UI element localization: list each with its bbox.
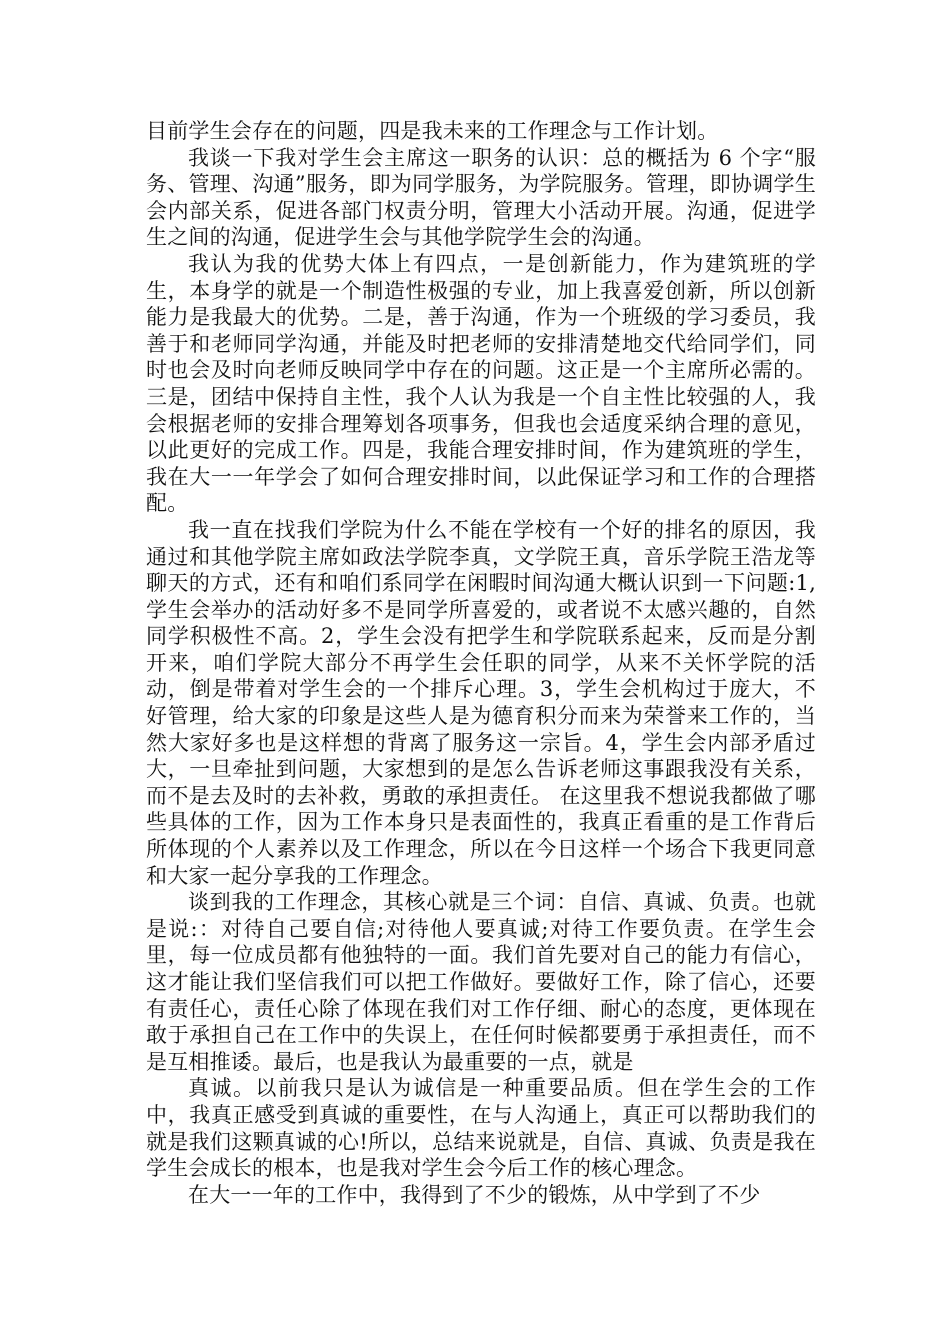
paragraph-7: 在大一一年的工作中，我得到了不少的锻炼，从中学到了不少 (188, 1182, 761, 1207)
paragraph-4: 我一直在找我们学院为什么不能在学校有一个好的排名的原因，我通过和其他学院主席如政法学院李真，文学院王真，音乐学院王浩龙等聊天的方式，还有和咱们系同学在闲暇时间沟通大概认识到一下问题:1,学生会举办的活动好多不是同学所喜爱的，或者说不太感兴趣的，自然同学积极性不高。2，学生会没有把学生和学院联系起来，反而是分割开来，咱们学院大部分不再学生会任职的同学，从来不关怀学院的活动，倒是带着对学生会的一个排斥心理。3，学生会机构过于庞大，不好管理，给大家的印象是这些人是为德育积分而来为荣誉来工作的，当然大家好多也是这样想的背离了服务这一宗旨。4，学生会内部矛盾过大，一旦牵扯到问题，大家想到的是怎么告诉老师这事跟我没有关系，而不是去及时的去补救，勇敢的承担责任。 在这里我不想说我都做了哪些具体的工作，因为工作本身只是表面性的，我真正看重的是工作背后所体现的个人素养以及工作理念，所以在今日这样一个场合下我更同意和大家一起分享我的工作理念。 (146, 517, 816, 888)
paragraph-6: 真诚。以前我只是认为诚信是一种重要品质。但在学生会的工作中，我真正感受到真诚的重要性，在与人沟通上，真正可以帮助我们的就是我们这颗真诚的心!所以，总结来说就是，自信、真诚、负责是我在学生会成长的根本，也是我对学生会今后工作的核心理念。 (146, 1076, 816, 1181)
document-body (146, 118, 816, 1208)
paragraph-1: 目前学生会存在的问题，四是我未来的工作理念与工作计划。 (146, 119, 719, 143)
paragraph-3: 我认为我的优势大体上有四点，一是创新能力，作为建筑班的学生，本身学的就是一个制造性极强的专业，加上我喜爱创新，所以创新能力是我最大的优势。二是，善于沟通，作为一个班级的学习委员，我善于和老师同学沟通，并能及时把老师的安排清楚地交代给同学们，同时也会及时向老师反映同学中存在的问题。这正是一个主席所必需的。三是，团结中保持自主性，我个人认为我是一个自主性比较强的人，我会根据老师的安排合理筹划各项事务，但我也会适度采纳合理的意见，以此更好的完成工作。四是，我能合理安排时间，作为建筑班的学生，我在大一一年学会了如何合理安排时间，以此保证学习和工作的合理搭配。 (146, 251, 816, 516)
paragraph-2: 我谈一下我对学生会主席这一职务的认识：总的概括为 6 个字“服务、管理、沟通”服务，即为同学服务，为学院服务。管理，即协调学生会内部关系，促进各部门权责分明，管理大小活动开展。沟通，促进学生之间的沟通，促进学生会与其他学院学生会的沟通。 (146, 145, 816, 250)
paragraph-5: 谈到我的工作理念，其核心就是三个词：自信、真诚、负责。也就是说:：对待自己要自信;对待他人要真诚;对待工作要负责。在学生会里，每一位成员都有他独特的一面。我们首先要对自己的能力有信心，这才能让我们坚信我们可以把工作做好。要做好工作，除了信心，还要有责任心，责任心除了体现在我们对工作仔细、耐心的态度，更体现在敢于承担自己在工作中的失误上，在任何时候都要勇于承担责任，而不是互相推诿。最后，也是我认为最重要的一点，就是 (146, 890, 816, 1074)
